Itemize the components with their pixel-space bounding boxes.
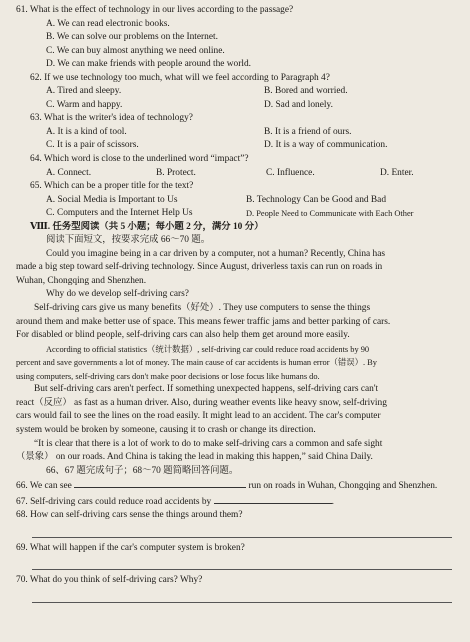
option-61-c: C. We can buy almost anything we need online. (46, 45, 225, 56)
question-68: 68. How can self-driving cars sense the things around them? (16, 510, 243, 521)
passage-p1-line2: made a big step toward self-driving technology. Since August, driverless taxis can run on roads in (16, 262, 383, 273)
question-64: 64. Which word is close to the underlined word “impact”? (30, 154, 249, 165)
question-67 (16, 494, 458, 510)
question-61: 61. What is the effect of technology in our lives according to the passage? (16, 5, 294, 15)
options-64-row (16, 167, 458, 181)
question-63: 63. What is the writer's idea of technology? (30, 113, 193, 124)
answer-blank-66[interactable] (74, 478, 246, 488)
option-63-c: C. It is a pair of scissors. (46, 140, 139, 151)
passage-p3-line1: Self-driving cars give us many benefits（好处）. They use computers to sense the things (34, 303, 371, 314)
options-62-row1 (16, 85, 458, 99)
option-64-b: B. Protect. (156, 167, 196, 178)
option-64-c: C. Influence. (266, 167, 315, 178)
options-65-row2 (16, 207, 458, 221)
option-65-b: B. Technology Can be Good and Bad (246, 194, 387, 205)
option-63-b: B. It is a friend of ours. (264, 126, 352, 137)
passage-p6-line1: “It is clear that there is a lot of work to do to make self-driving cars a common and safe sight (34, 438, 383, 449)
question-66 (16, 478, 458, 494)
passage-p4-line3: using computers, self-driving cars don't make poor decisions or lose focus like humans do. (16, 371, 320, 381)
passage-p5-line2: react（反应） as fast as a human driver. Also, during weather events like heavy snow, self-driving (16, 397, 387, 408)
passage-p2: Why do we develop self-driving cars? (46, 289, 189, 300)
option-62-a: A. Tired and sleepy. (46, 86, 122, 97)
answer-line-69[interactable] (32, 555, 452, 570)
option-65-a: A. Social Media is Important to Us (46, 194, 178, 205)
option-61-b: B. We can solve our problems on the Internet. (46, 32, 218, 43)
option-61-a: A. We can read electronic books. (46, 18, 170, 29)
question-66-suffix: run on roads in Wuhan, Chongqing and Shenzhen. (248, 481, 438, 492)
question-65: 65. Which can be a proper title for the text? (30, 181, 194, 192)
passage-p6-line2: （景象） on our roads. And China is taking the lead in making this happen,” said China Daily. (16, 452, 373, 463)
option-63-d: D. It is a way of communication. (264, 140, 388, 151)
passage-p1-line1: Could you imagine being in a car driven by a computer, not a human? Recently, China has (46, 248, 386, 259)
option-62-c: C. Warm and happy. (46, 99, 123, 110)
section-heading: Ⅷ. 任务型阅读（共 5 小题；每小题 2 分，满分 10 分） (30, 221, 264, 232)
question-70: 70. What do you think of self-driving cars? Why? (16, 575, 203, 586)
option-61-d: D. We can make friends with people around the world. (46, 59, 251, 70)
tasks-instruction: 66、67 题完成句子；68～70 题简略回答问题。 (46, 465, 239, 476)
options-65-row1 (16, 194, 458, 208)
option-62-d: D. Sad and lonely. (264, 99, 333, 110)
answer-blank-67[interactable] (214, 494, 332, 504)
passage-p4-line1: According to official statistics（统计数据）, self-driving car could reduce road accidents by 90 (46, 344, 370, 354)
section-instruction: 阅读下面短文，按要求完成 66～70 题。 (46, 235, 211, 246)
option-65-c: C. Computers and the Internet Help Us (46, 208, 193, 219)
options-62-row2 (16, 99, 458, 113)
question-67-period: . (331, 496, 334, 507)
answer-line-68[interactable] (32, 523, 452, 538)
options-63-row2 (16, 139, 458, 153)
option-63-a: A. It is a kind of tool. (46, 126, 127, 137)
passage-p3-line2: around them and make better use of space. This means fewer traffic jams and better parking of cars. (16, 316, 391, 327)
question-66-prefix: 66. We can see (16, 481, 72, 492)
passage-p3-line3: For disabled or blind people, self-driving cars can also help them get around more easily. (16, 330, 350, 341)
passage-p1-line3: Wuhan, Chongqing and Shenzhen. (16, 275, 147, 286)
option-64-a: A. Connect. (46, 167, 92, 178)
passage-p5-line1: But self-driving cars aren't perfect. If something unexpected happens, self-driving cars can't (34, 384, 379, 395)
option-62-b: B. Bored and worried. (264, 86, 348, 97)
question-62: 62. If we use technology too much, what will we feel according to Paragraph 4? (30, 72, 330, 83)
passage-p4-line2: percent and save governments a lot of money. The main cause of car accidents is human error（错误）. By (16, 358, 377, 368)
question-69: 69. What will happen if the car's computer system is broken? (16, 542, 245, 553)
option-64-d: D. Enter. (380, 167, 414, 178)
option-65-d: D. People Need to Communicate with Each Other (246, 209, 414, 219)
question-67-text: 67. Self-driving cars could reduce road accidents by (16, 496, 212, 507)
answer-line-70[interactable] (32, 588, 452, 603)
options-63-row1 (16, 126, 458, 140)
reading-passage (16, 248, 458, 465)
passage-p5-line3: cars would fail to see the lines on the road easily. It might lead to an accident. The car's computer (16, 411, 381, 422)
passage-p5-line4: system would be broken by someone, causing it to crash or change its direction. (16, 424, 316, 435)
